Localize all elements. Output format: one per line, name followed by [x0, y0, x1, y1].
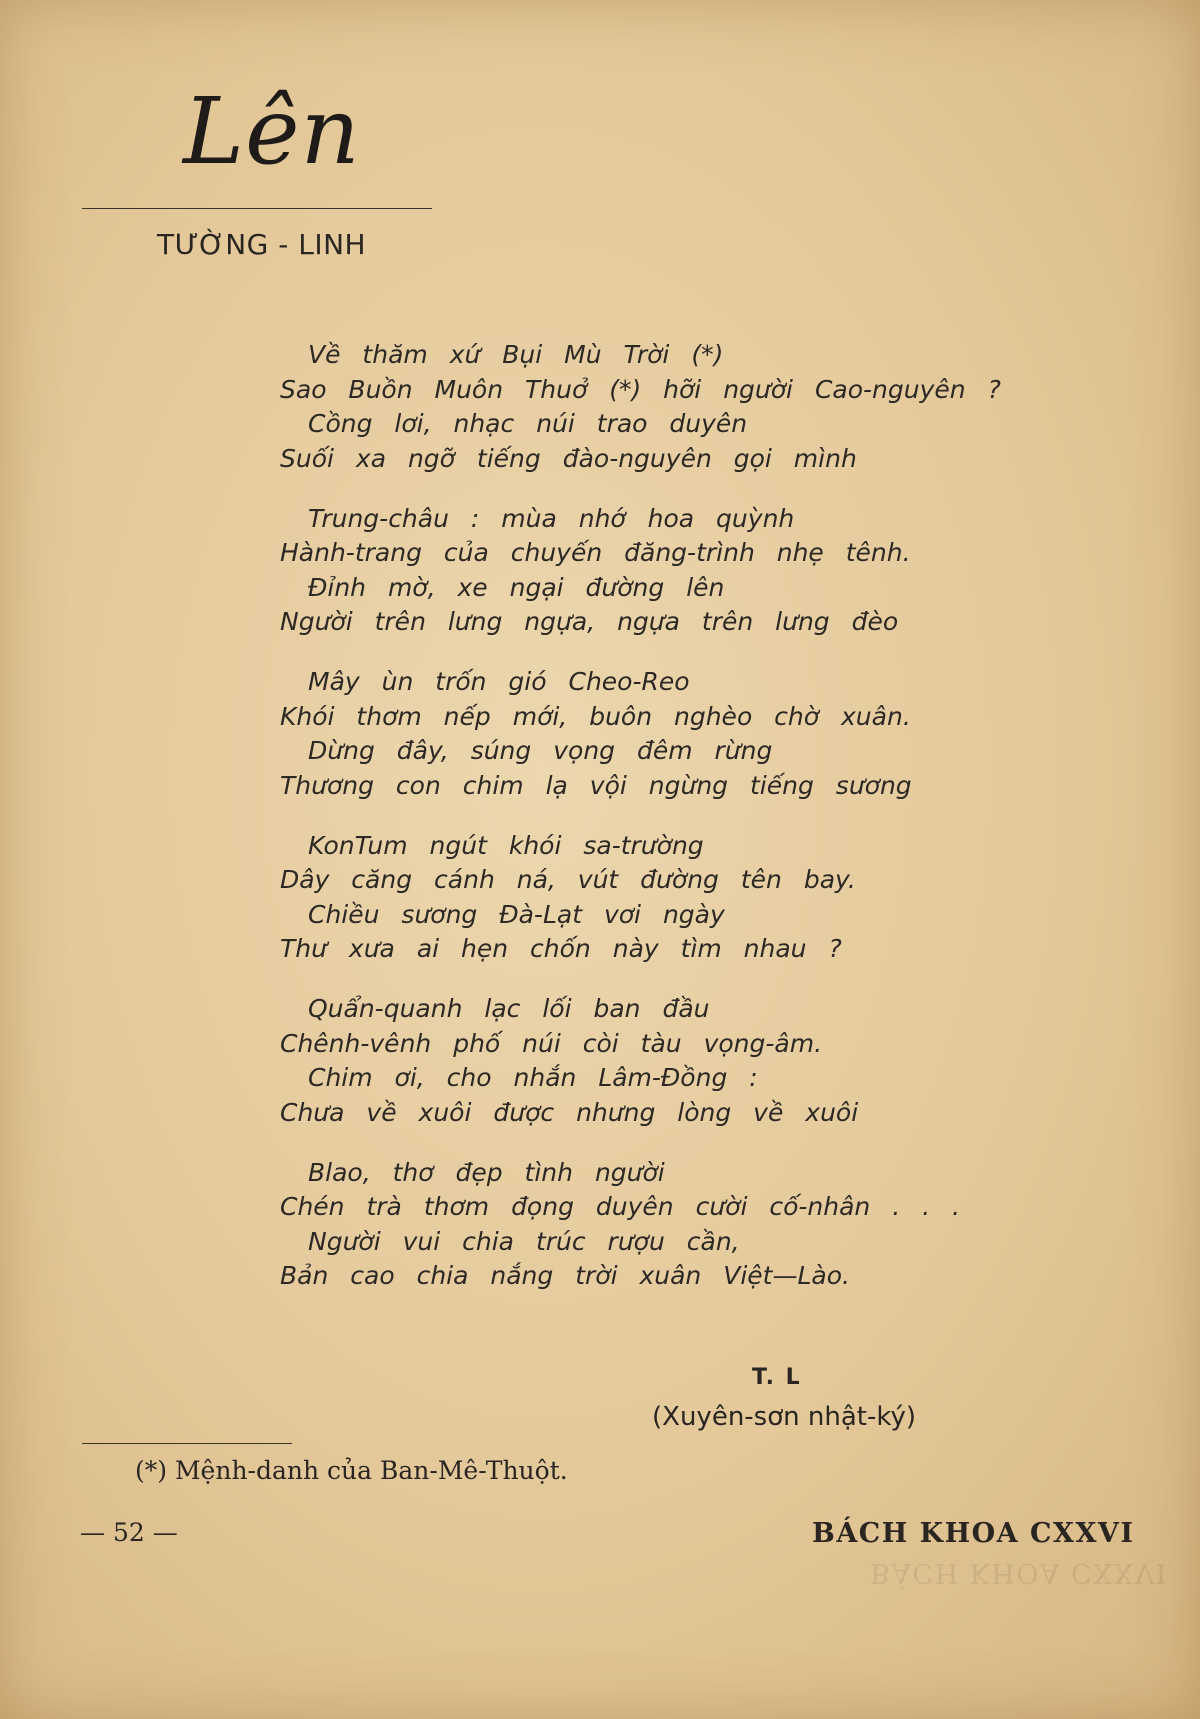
poem-line: Bản cao chia nắng trời xuân Việt—Lào.	[280, 1261, 850, 1290]
poem-line: Dây căng cánh ná, vút đường tên bay.	[280, 865, 856, 894]
poem-line: Chim ơi, cho nhắn Lâm-Đồng :	[308, 1063, 758, 1092]
page-number: — 52 —	[80, 1518, 178, 1547]
poem-line: Cồng lơi, nhạc núi trao duyên	[308, 409, 748, 438]
poem-line: Hành-trang của chuyến đăng-trình nhẹ tênh.	[280, 538, 911, 567]
poem-line: Quẩn-quanh lạc lối ban đầu	[308, 994, 710, 1023]
poem-line: Mây ùn trốn gió Cheo-Reo	[308, 667, 690, 696]
poem-line: Chiều sương Đà-Lạt vơi ngày	[308, 899, 725, 929]
bleed-through-text: BÁCH KHOA CXXVI	[870, 1557, 1168, 1588]
title-rule	[82, 208, 432, 209]
signature-source: (Xuyên-sơn nhật-ký)	[652, 1402, 916, 1432]
poem-line: Về thăm xứ Bụi Mù Trời (*)	[308, 340, 724, 369]
poem-line: Chén trà thơm đọng duyên cười cố-nhân . . .	[280, 1192, 960, 1221]
footnote-rule	[82, 1443, 292, 1444]
poem-title: Lên	[183, 78, 361, 185]
author-name: TƯỜNG - LINH	[157, 228, 367, 261]
poem-line: Đỉnh mờ, xe ngại đường lên	[308, 572, 725, 602]
poem-line: Chênh-vênh phố núi còi tàu vọng-âm.	[280, 1028, 823, 1058]
poem-line: Người trên lưng ngựa, ngựa trên lưng đèo	[280, 607, 899, 636]
poem-line: Sao Buồn Muôn Thuở (*) hỡi người Cao-nguyên ?	[280, 374, 1001, 404]
poem-line: Chưa về xuôi được nhưng lòng về xuôi	[280, 1097, 859, 1127]
poem-line: Thương con chim lạ vội ngừng tiếng sương	[280, 770, 912, 800]
poem-line: Người vui chia trúc rượu cần,	[308, 1226, 740, 1256]
poem-line: Thư xưa ai hẹn chốn này tìm nhau ?	[280, 934, 842, 963]
poem-line: Blao, thơ đẹp tình người	[308, 1157, 665, 1187]
journal-name: BÁCH KHOA CXXVI	[812, 1518, 1135, 1549]
poem-line: Dừng đây, súng vọng đêm rừng	[308, 736, 773, 765]
poem-line: Trung-châu : mùa nhớ hoa quỳnh	[308, 503, 795, 533]
poem-line: Khói thơm nếp mới, buôn nghèo chờ xuân.	[280, 701, 911, 731]
signature-initials: T. L	[752, 1365, 802, 1390]
poem-line: KonTum ngút khói sa-trường	[308, 830, 704, 860]
poem-line: Suối xa ngỡ tiếng đào-nguyên gọi mình	[280, 443, 857, 473]
footnote: (*) Mệnh-danh của Ban-Mê-Thuột.	[135, 1456, 568, 1485]
